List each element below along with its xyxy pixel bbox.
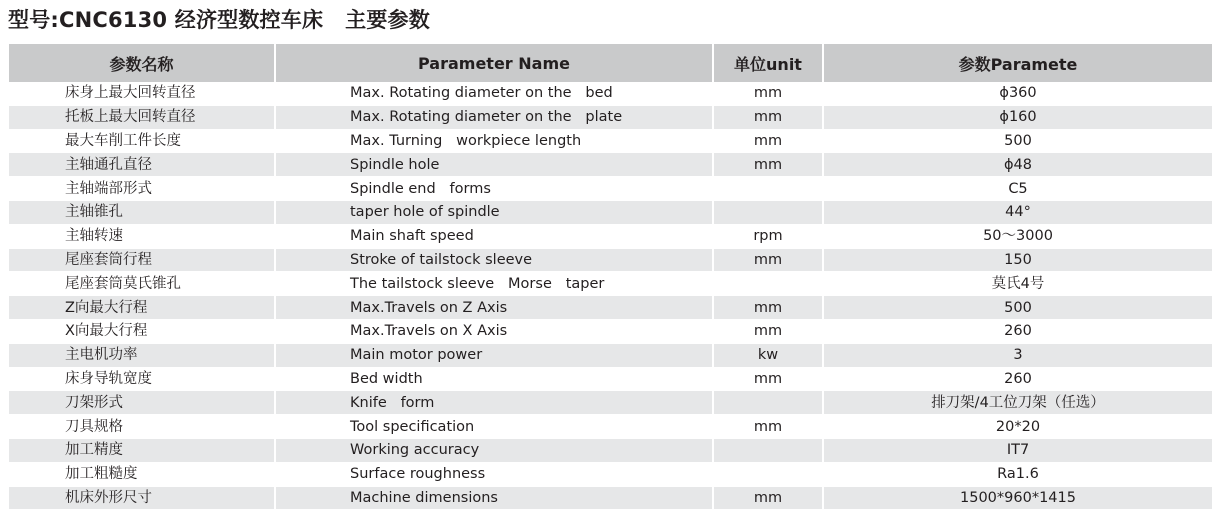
param-value: Ra1.6 <box>823 462 1212 486</box>
header-value: 参数Paramete <box>823 44 1212 82</box>
param-unit: mm <box>713 319 823 343</box>
table-row <box>9 391 1212 415</box>
param-name-en: Machine dimensions <box>275 486 713 510</box>
table-row <box>9 105 1212 129</box>
param-name-en: Max. Rotating diameter on the plate <box>275 105 713 129</box>
param-value: 50～3000 <box>823 224 1212 248</box>
param-name-cn: 刀架形式 <box>9 391 275 415</box>
param-name-cn: 主轴通孔直径 <box>9 153 275 177</box>
page-title <box>8 4 430 34</box>
table-row <box>9 82 1212 105</box>
param-unit: mm <box>713 486 823 510</box>
table-row <box>9 367 1212 391</box>
table-row <box>9 343 1212 367</box>
param-name-cn: 托板上最大回转直径 <box>9 105 275 129</box>
param-name-en: Main shaft speed <box>275 224 713 248</box>
parameter-table <box>9 44 1212 510</box>
param-unit <box>713 391 823 415</box>
header-name-en: Parameter Name <box>275 44 713 82</box>
table-row <box>9 248 1212 272</box>
param-name-en: Max. Rotating diameter on the bed <box>275 82 713 105</box>
param-unit <box>713 462 823 486</box>
table-row <box>9 296 1212 320</box>
table-row <box>9 486 1212 510</box>
param-name-cn: 尾座套筒莫氏锥孔 <box>9 272 275 296</box>
param-name-cn: 尾座套筒行程 <box>9 248 275 272</box>
table-row <box>9 415 1212 439</box>
table-row <box>9 129 1212 153</box>
param-unit: rpm <box>713 224 823 248</box>
param-value: 20*20 <box>823 415 1212 439</box>
param-value: 500 <box>823 129 1212 153</box>
param-value: 3 <box>823 343 1212 367</box>
param-name-cn: 机床外形尺寸 <box>9 486 275 510</box>
table-row <box>9 224 1212 248</box>
param-name-cn: 主轴转速 <box>9 224 275 248</box>
param-name-cn: 床身导轨宽度 <box>9 367 275 391</box>
param-unit: mm <box>713 367 823 391</box>
param-name-en: Spindle hole <box>275 153 713 177</box>
param-unit <box>713 272 823 296</box>
param-unit <box>713 438 823 462</box>
param-value: ϕ160 <box>823 105 1212 129</box>
param-name-en: The tailstock sleeve Morse taper <box>275 272 713 296</box>
param-value: 44° <box>823 200 1212 224</box>
param-name-en: Spindle end forms <box>275 177 713 201</box>
param-unit: mm <box>713 82 823 105</box>
param-name-cn: 主电机功率 <box>9 343 275 367</box>
param-name-en: Max. Turning workpiece length <box>275 129 713 153</box>
param-unit: mm <box>713 105 823 129</box>
table-row <box>9 272 1212 296</box>
param-value: ϕ360 <box>823 82 1212 105</box>
table-row <box>9 200 1212 224</box>
param-value: IT7 <box>823 438 1212 462</box>
param-name-cn: 主轴锥孔 <box>9 200 275 224</box>
param-value: ϕ48 <box>823 153 1212 177</box>
param-name-en: Main motor power <box>275 343 713 367</box>
param-name-en: Stroke of tailstock sleeve <box>275 248 713 272</box>
param-name-cn: 加工粗糙度 <box>9 462 275 486</box>
param-value: 260 <box>823 367 1212 391</box>
param-name-cn: Z向最大行程 <box>9 296 275 320</box>
table-row <box>9 438 1212 462</box>
param-unit: kw <box>713 343 823 367</box>
param-name-en: Tool specification <box>275 415 713 439</box>
param-name-en: Max.Travels on X Axis <box>275 319 713 343</box>
param-name-en: Surface roughness <box>275 462 713 486</box>
header-name-cn: 参数名称 <box>9 44 275 82</box>
table-row <box>9 462 1212 486</box>
table-row <box>9 177 1212 201</box>
param-value: C5 <box>823 177 1212 201</box>
param-value: 150 <box>823 248 1212 272</box>
param-value: 260 <box>823 319 1212 343</box>
param-unit <box>713 177 823 201</box>
model-title: 型号:CNC6130 经济型数控车床 <box>8 8 324 32</box>
param-name-cn: 最大车削工件长度 <box>9 129 275 153</box>
table-row <box>9 153 1212 177</box>
param-name-en: Bed width <box>275 367 713 391</box>
param-unit: mm <box>713 296 823 320</box>
section-title: 主要参数 <box>345 8 430 32</box>
param-unit: mm <box>713 248 823 272</box>
param-unit: mm <box>713 153 823 177</box>
param-value: 1500*960*1415 <box>823 486 1212 510</box>
param-unit: mm <box>713 129 823 153</box>
param-value: 莫氏4号 <box>823 272 1212 296</box>
header-unit: 单位unit <box>713 44 823 82</box>
param-unit <box>713 200 823 224</box>
param-unit: mm <box>713 415 823 439</box>
param-name-cn: 加工精度 <box>9 438 275 462</box>
param-value: 排刀架/4工位刀架（任选） <box>823 391 1212 415</box>
table-row <box>9 319 1212 343</box>
param-name-cn: 床身上最大回转直径 <box>9 82 275 105</box>
param-name-cn: 刀具规格 <box>9 415 275 439</box>
param-value: 500 <box>823 296 1212 320</box>
param-name-en: taper hole of spindle <box>275 200 713 224</box>
param-name-en: Max.Travels on Z Axis <box>275 296 713 320</box>
param-name-en: Working accuracy <box>275 438 713 462</box>
table-header-row <box>9 44 1212 82</box>
table-body <box>9 82 1212 510</box>
param-name-en: Knife form <box>275 391 713 415</box>
param-name-cn: 主轴端部形式 <box>9 177 275 201</box>
param-name-cn: X向最大行程 <box>9 319 275 343</box>
